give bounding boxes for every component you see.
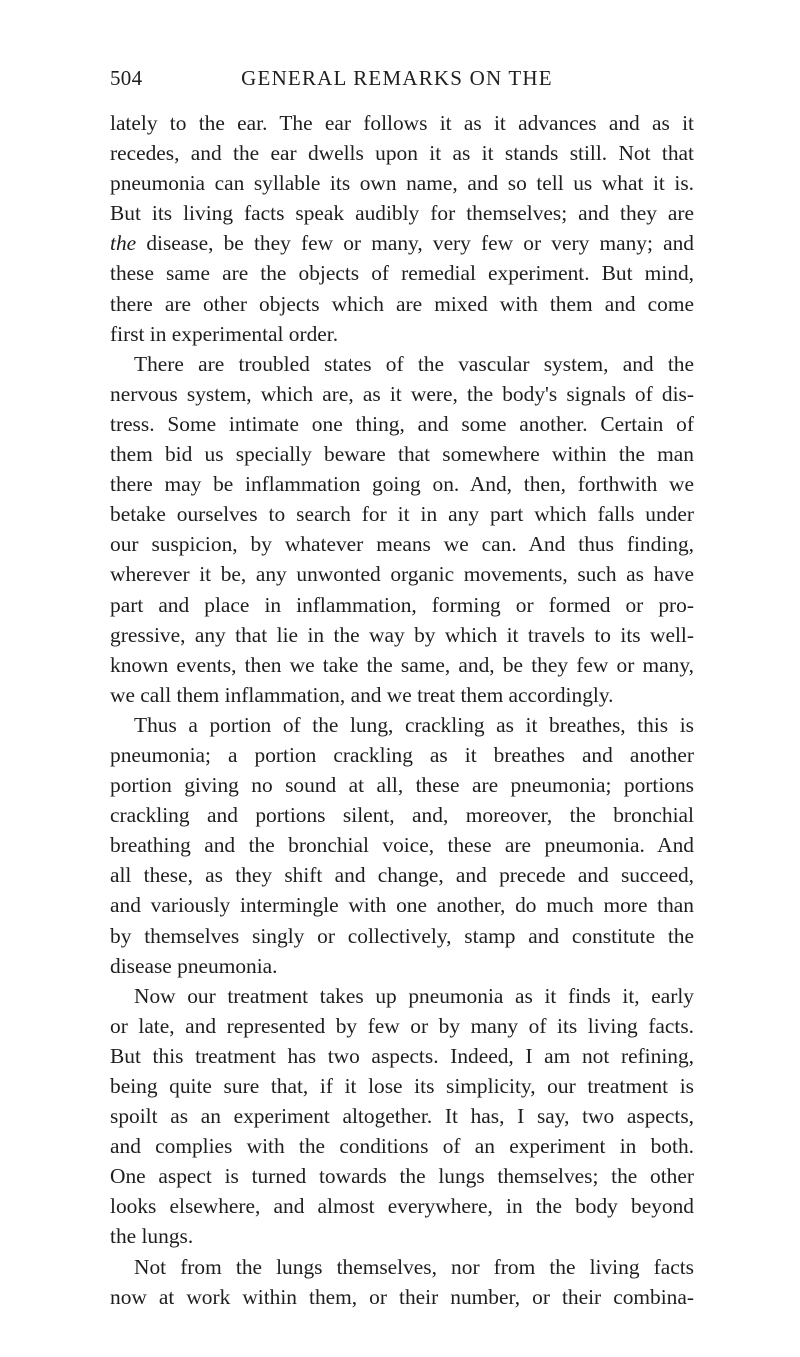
text-line: Not from the lungs themselves, nor from the living facts bbox=[134, 1254, 694, 1279]
text-line: and variously intermingle with one another, do much more than bbox=[110, 893, 694, 918]
page-number: 504 bbox=[110, 66, 143, 90]
text-line: our suspicion, by whatever means we can. And thus finding, bbox=[110, 532, 694, 557]
text-line-segment: disease, be they few or many, very few or very many; and bbox=[136, 231, 694, 256]
text-line: now at work within them, or their number, or their combina- bbox=[110, 1284, 694, 1309]
text-line: One aspect is turned towards the lungs themselves; the other bbox=[110, 1164, 694, 1189]
text-line bbox=[110, 228, 694, 258]
text-line: and complies with the conditions of an experiment in both. bbox=[110, 1134, 694, 1159]
text-line: looks elsewhere, and almost everywhere, in the body beyond bbox=[110, 1194, 694, 1219]
text-line: part and place in inflammation, forming or formed or pro- bbox=[110, 592, 694, 617]
text-line: But its living facts speak audibly for themselves; and they are bbox=[110, 201, 694, 226]
text-line: There are troubled states of the vascular system, and the bbox=[134, 351, 694, 376]
text-line: there are other objects which are mixed with them and come bbox=[110, 291, 694, 316]
running-head-title: GENERAL REMARKS ON THE bbox=[241, 66, 553, 90]
text-line: disease pneumonia. bbox=[110, 953, 278, 978]
text-line: recedes, and the ear dwells upon it as it stands still. Not that bbox=[110, 141, 694, 166]
text-line: pneumonia; a portion crackling as it breathes and another bbox=[110, 742, 694, 767]
text-line: known events, then we take the same, and, be they few or many, bbox=[110, 652, 694, 677]
text-line: them bid us specially beware that somewhere within the man bbox=[110, 442, 694, 467]
text-line: all these, as they shift and change, and precede and succeed, bbox=[110, 863, 694, 888]
text-line: being quite sure that, if it lose its simplicity, our treatment is bbox=[110, 1074, 694, 1098]
text-line: or late, and represented by few or by many of its living facts. bbox=[110, 1013, 694, 1038]
text-line: the lungs. bbox=[110, 1224, 194, 1249]
text-line: we call them inflammation, and we treat them accordingly. bbox=[110, 682, 614, 707]
italic-emphasis: the bbox=[110, 231, 137, 256]
text-line: nervous system, which are, as it were, the body's signals of dis- bbox=[110, 381, 694, 406]
text-line: Now our treatment takes up pneumonia as it finds it, early bbox=[134, 983, 694, 1008]
text-line: crackling and portions silent, and, moreover, the bronchial bbox=[110, 803, 694, 828]
text-line: betake ourselves to search for it in any part which falls under bbox=[110, 502, 694, 527]
text-line: tress. Some intimate one thing, and some another. Certain of bbox=[110, 411, 694, 436]
text-line: But this treatment has two aspects. Indeed, I am not refining, bbox=[110, 1043, 694, 1068]
text-line: Thus a portion of the lung, crackling as it breathes, this is bbox=[134, 712, 694, 737]
text-line: pneumonia can syllable its own name, and so tell us what it is. bbox=[110, 171, 694, 196]
text-line: lately to the ear. The ear follows it as it advances and as it bbox=[110, 111, 694, 135]
text-line: these same are the objects of remedial experiment. But mind, bbox=[110, 261, 694, 286]
text-line: portion giving no sound at all, these are pneumonia; portions bbox=[110, 773, 694, 798]
text-line: by themselves singly or collectively, stamp and constitute the bbox=[110, 923, 694, 948]
body-text bbox=[110, 108, 694, 1312]
text-line: wherever it be, any unwonted organic movements, such as have bbox=[110, 562, 694, 587]
running-head bbox=[110, 61, 684, 95]
text-line: first in experimental order. bbox=[110, 321, 339, 346]
text-line: there may be inflammation going on. And, then, forthwith we bbox=[110, 472, 694, 497]
text-line: gressive, any that lie in the way by which it travels to its well- bbox=[110, 622, 694, 647]
text-line: breathing and the bronchial voice, these are pneumonia. And bbox=[110, 833, 694, 858]
text-line: spoilt as an experiment altogether. It has, I say, two aspects, bbox=[110, 1104, 694, 1129]
